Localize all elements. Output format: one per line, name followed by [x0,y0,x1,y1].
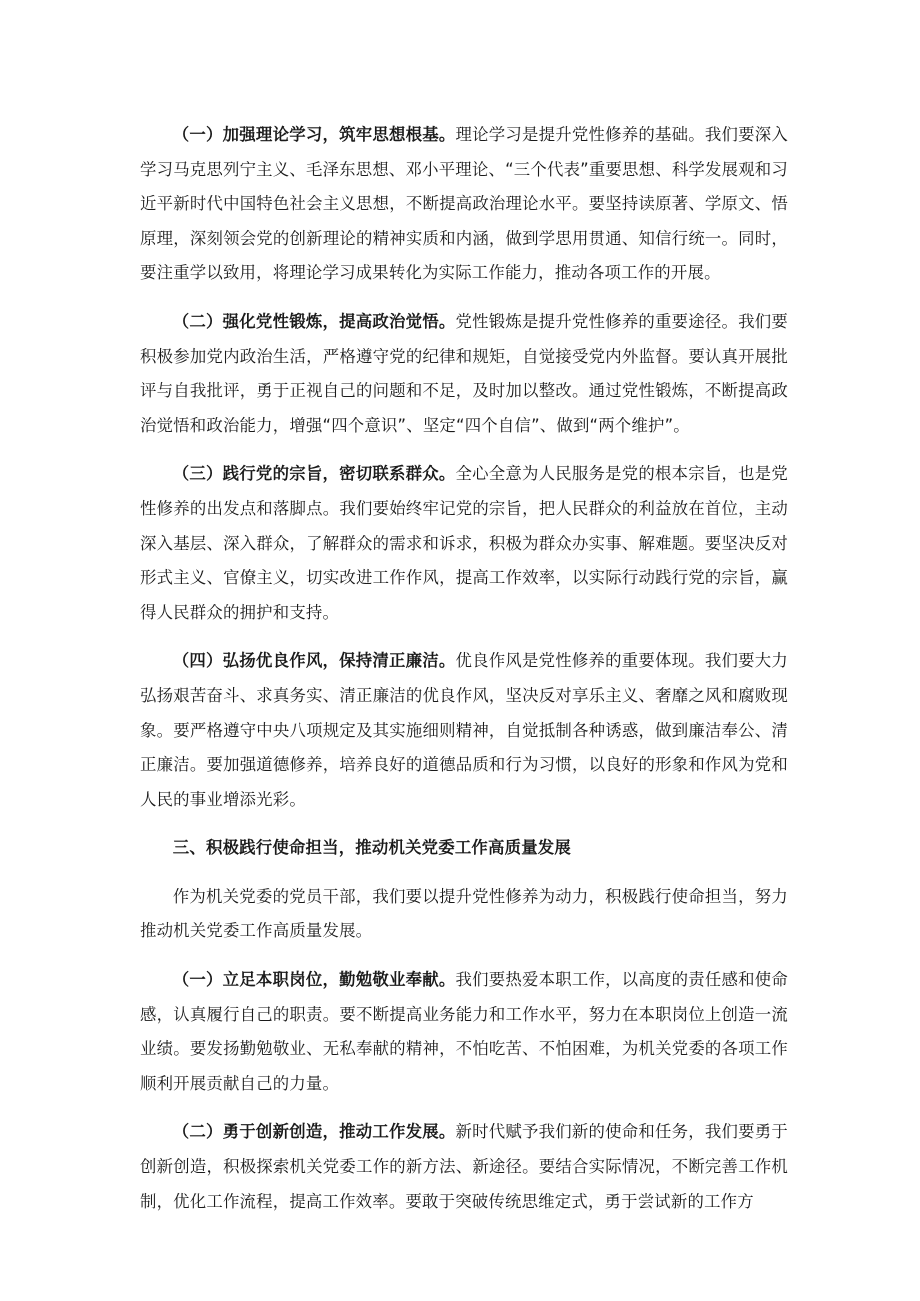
section-heading: 三、积极践行使命担当，推动机关党委工作高质量发展 [172,838,571,858]
paragraph-body: 我们要热爱本职工作，以高度的责任感和使命感，认真履行自己的职责。要不断提高业务能力和工作水平，努力在本职岗位上创造一流业绩。要发扬勤勉敬业、无私奉献的精神，不怕吃苦、不怕困难，为机关党委的各项工作顺利开展贡献自己的力量。 [140,970,789,1093]
paragraph-body: 党性锻炼是提升党性修养的重要途径。我们要积极参加党内政治生活，严格遵守党的纪律和规矩，自觉接受党内外监督。要认真开展批评与自我批评，勇于正视自己的问题和不足，及时加以整改。通过党性锻炼，不断提高政治觉悟和政治能力，增强“四个意识”、坚定“四个自信”、做到“两个维护”。 [140,311,789,435]
paragraph-lead: （一）加强理论学习，筑牢思想根基。 [172,125,456,144]
paragraph-section-intro [140,880,788,949]
paragraph-theory-study [140,118,788,291]
document-body [140,118,788,1233]
paragraph-innovation [140,1115,788,1219]
paragraph-party-training [140,305,788,443]
paragraph-serve-people [140,457,788,630]
paragraph-body: 理论学习是提升党性修养的基础。我们要深入学习马克思列宁主义、毛泽东思想、邓小平理论、“三个代表”重要思想、科学发展观和习近平新时代中国特色社会主义思想，不断提高政治理论水平。要坚持读原著、学原文、悟原理，深刻领会党的创新理论的精神实质和内涵，做到学思用贯通、知信行统一。同时，要注重学以致用，将理论学习成果转化为实际工作能力，推动各项工作的开展。 [140,125,789,283]
paragraph-lead: （二）勇于创新创造，推动工作发展。 [172,1122,456,1142]
paragraph-clean-conduct [140,644,788,817]
paragraph-lead: （一）立足本职岗位，勤勉敬业奉献。 [172,970,456,990]
paragraph-body: 优良作风是党性修养的重要体现。我们要大力弘扬艰苦奋斗、求真务实、清正廉洁的优良作风，坚决反对享乐主义、奢靡之风和腐败现象。要严格遵守中央八项规定及其实施细则精神，自觉抵制各种诱惑，做到廉洁奉公、清正廉洁。要加强道德修养，培养良好的道德品质和行为习惯，以良好的形象和作风为党和人民的事业增添光彩。 [140,651,789,809]
paragraph-lead: （三）践行党的宗旨，密切联系群众。 [172,464,456,484]
paragraph-dedication [140,963,788,1101]
paragraph-lead: （二）强化党性锻炼，提高政治觉悟。 [172,311,456,331]
paragraph-body: 新时代赋予我们新的使命和任务，我们要勇于创新创造，积极探索机关党委工作的新方法、新途径。要结合实际情况，不断完善工作机制，优化工作流程，提高工作效率。要敢于突破传统思维定式，勇于尝试新的工作方 [140,1122,789,1211]
paragraph-body: 作为机关党委的党员干部，我们要以提升党性修养为动力，积极践行使命担当，努力推动机关党委工作高质量发展。 [140,886,788,941]
paragraph-lead: （四）弘扬优良作风，保持清正廉洁。 [172,651,456,671]
paragraph-body: 全心全意为人民服务是党的根本宗旨，也是党性修养的出发点和落脚点。我们要始终牢记党的宗旨，把人民群众的利益放在首位，主动深入基层、深入群众，了解群众的需求和诉求，积极为群众办实事、解难题。要坚决反对形式主义、官僚主义，切实改进工作作风，提高工作效率，以实际行动践行党的宗旨，赢得人民群众的拥护和支持。 [140,464,789,622]
